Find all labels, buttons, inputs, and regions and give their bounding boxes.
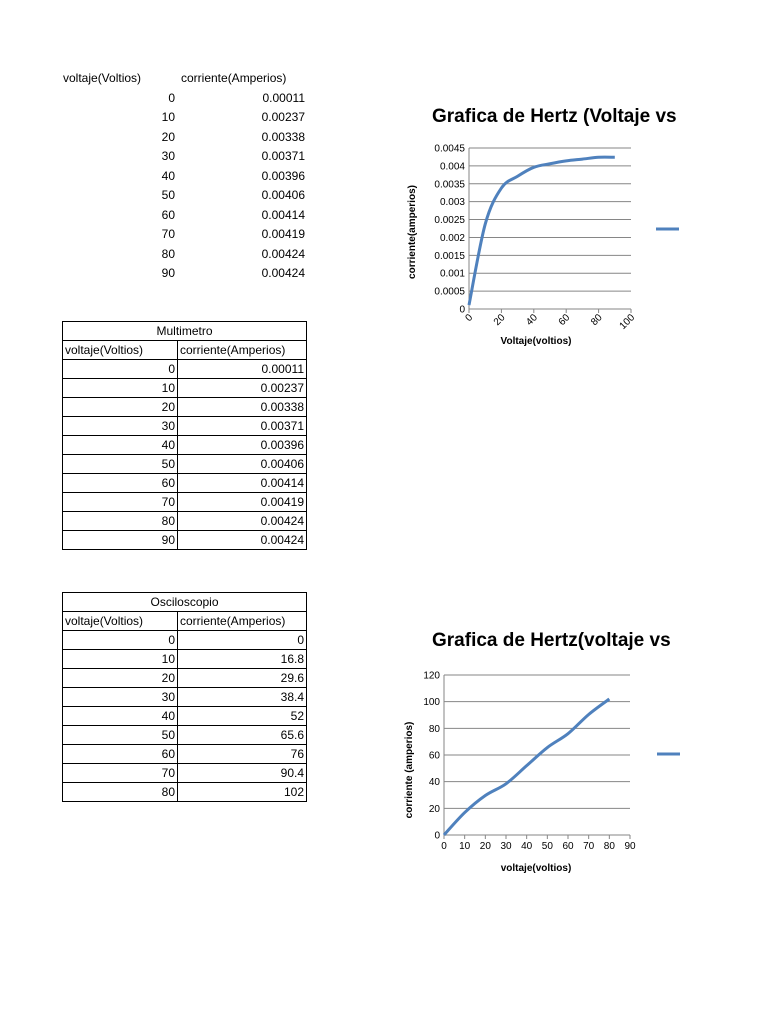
- x-tick-label: 50: [541, 841, 553, 852]
- table-title-row: [63, 322, 307, 341]
- chart-2-voltaje-vs-corriente-osciloscopio: [396, 660, 686, 880]
- y-tick-label: 0.002: [439, 232, 465, 244]
- x-tick-label: 80: [589, 312, 605, 328]
- voltage-cell: 60: [63, 474, 178, 493]
- voltage-cell: 70: [63, 764, 178, 783]
- current-cell: 65.6: [178, 726, 307, 745]
- current-cell: 0.00424: [178, 512, 307, 531]
- voltage-cell: 90: [63, 531, 178, 550]
- voltage-cell: 20: [161, 129, 175, 144]
- voltage-cell: 80: [63, 512, 178, 531]
- table-row: [63, 436, 307, 455]
- current-cell: 0.00396: [261, 168, 305, 183]
- chart-2-title: Grafica de Hertz(voltaje vs: [432, 630, 671, 651]
- x-tick-label: 20: [491, 312, 508, 328]
- chart-1-title: Grafica de Hertz (Voltaje vs: [432, 106, 677, 127]
- current-cell: 0.00371: [261, 149, 305, 163]
- x-tick-label: 90: [624, 841, 636, 852]
- current-cell: 38.4: [178, 688, 307, 707]
- table-row: [60, 89, 308, 109]
- current-cell: 16.8: [178, 650, 307, 669]
- table-row: [63, 398, 307, 417]
- table-row: [60, 147, 308, 167]
- x-tick-label: 40: [524, 312, 540, 328]
- table-row: [60, 264, 308, 284]
- x-tick-label: 0: [441, 841, 447, 852]
- table-row: [63, 764, 307, 783]
- table-header-row: [60, 69, 308, 89]
- y-tick-label: 0.0035: [434, 179, 465, 191]
- current-cell: 90.4: [178, 764, 307, 783]
- current-cell: 0.00371: [178, 417, 307, 436]
- y-tick-label: 0: [459, 304, 465, 316]
- voltage-cell: 0: [168, 90, 175, 105]
- y-tick-label: 0.0045: [434, 143, 465, 155]
- top-table-body: [60, 69, 308, 284]
- current-cell: 0: [178, 631, 307, 650]
- voltage-cell: 10: [63, 650, 178, 669]
- voltage-cell: 0: [63, 631, 178, 650]
- voltage-cell: 50: [63, 726, 178, 745]
- current-cell: 0.00424: [261, 246, 305, 261]
- column-header: voltaje(Voltios): [63, 71, 142, 85]
- chart-2-y-ticks: [423, 671, 440, 842]
- y-tick-label: 0: [434, 830, 440, 842]
- voltage-cell: 60: [63, 745, 178, 764]
- top-data-table: [60, 69, 308, 284]
- voltage-cell: 90: [161, 266, 175, 280]
- y-tick-label: 0.0025: [434, 215, 465, 227]
- table-row: [63, 360, 307, 379]
- voltage-cell: 70: [63, 493, 178, 512]
- voltage-cell: 30: [161, 149, 175, 163]
- table-row: [63, 512, 307, 531]
- x-tick-label: 0: [463, 312, 476, 325]
- chart-1-x-ticks: [463, 312, 637, 332]
- table-row: [63, 726, 307, 745]
- voltage-cell: 50: [63, 455, 178, 474]
- table-header-row: [63, 341, 307, 360]
- voltage-cell: 10: [161, 110, 175, 124]
- chart-1-series-line: [469, 157, 615, 305]
- column-header: voltaje(Voltios): [63, 612, 178, 631]
- current-cell: 0.00424: [261, 266, 305, 280]
- voltage-cell: 20: [63, 669, 178, 688]
- x-tick-label: 60: [562, 841, 574, 852]
- voltage-cell: 40: [63, 707, 178, 726]
- x-tick-label: 60: [556, 312, 573, 328]
- table-title: Multimetro: [63, 322, 307, 341]
- voltage-cell: 10: [63, 379, 178, 398]
- x-tick-label: 40: [521, 841, 533, 852]
- voltage-cell: 50: [161, 188, 175, 202]
- chart-2-y-axis-label: corriente (amperios): [404, 721, 415, 819]
- y-tick-label: 40: [428, 777, 440, 789]
- current-cell: 0.00338: [178, 398, 307, 417]
- voltage-cell: 20: [63, 398, 178, 417]
- voltage-cell: 0: [63, 360, 178, 379]
- table-row: [60, 128, 308, 148]
- x-tick-label: 10: [459, 841, 471, 852]
- table-title: Osciloscopio: [63, 593, 307, 612]
- chart-1-x-axis-label: Voltaje(voltios): [500, 336, 572, 347]
- chart-1-voltaje-vs-corriente-multimetro: [396, 135, 686, 355]
- table-row: [60, 225, 308, 245]
- table-row: [63, 650, 307, 669]
- column-header: voltaje(Voltios): [63, 341, 178, 360]
- table-row: [60, 245, 308, 265]
- y-tick-label: 0.004: [439, 161, 465, 173]
- voltage-cell: 40: [161, 168, 175, 183]
- y-tick-label: 60: [428, 750, 440, 762]
- table-title-row: [63, 593, 307, 612]
- table-row: [63, 493, 307, 512]
- current-cell: 0.00237: [178, 379, 307, 398]
- y-tick-label: 0.0015: [434, 250, 465, 262]
- current-cell: 0.00406: [178, 455, 307, 474]
- current-cell: 0.00011: [262, 90, 305, 105]
- table-row: [63, 669, 307, 688]
- voltage-cell: 40: [63, 436, 178, 455]
- osciloscopio-table-body: [63, 593, 307, 802]
- current-cell: 0.00396: [178, 436, 307, 455]
- voltage-cell: 80: [63, 783, 178, 802]
- table-row: [63, 783, 307, 802]
- column-header: corriente(Amperios): [178, 341, 307, 360]
- current-cell: 29.6: [178, 669, 307, 688]
- table-row: [63, 688, 307, 707]
- table-row: [63, 474, 307, 493]
- table-row: [60, 167, 308, 187]
- y-tick-label: 20: [428, 803, 440, 815]
- x-tick-label: 80: [603, 841, 615, 852]
- current-cell: 0.00414: [261, 207, 305, 222]
- table-row: [63, 455, 307, 474]
- x-tick-label: 20: [479, 841, 491, 852]
- y-tick-label: 0.001: [439, 268, 465, 280]
- current-cell: 0.00419: [261, 227, 305, 241]
- table-row: [63, 379, 307, 398]
- voltage-cell: 30: [63, 417, 178, 436]
- chart-1-y-axis-label: corriente(amperios): [407, 185, 418, 279]
- chart-2-x-ticks: [441, 841, 636, 852]
- table-row: [63, 707, 307, 726]
- current-cell: 0.00406: [261, 188, 305, 202]
- current-cell: 102: [178, 783, 307, 802]
- chart-2-series-line: [444, 699, 609, 835]
- multimetro-table: [62, 321, 307, 550]
- column-header: corriente(Amperios): [181, 71, 287, 85]
- y-tick-label: 120: [423, 670, 440, 682]
- table-row: [63, 417, 307, 436]
- y-tick-label: 0.0005: [434, 286, 465, 298]
- table-row: [60, 108, 308, 128]
- current-cell: 0.00419: [178, 493, 307, 512]
- osciloscopio-table: [62, 592, 307, 802]
- current-cell: 76: [178, 745, 307, 764]
- table-row: [63, 631, 307, 650]
- current-cell: 0.00338: [261, 129, 305, 144]
- current-cell: 52: [178, 707, 307, 726]
- table-row: [63, 745, 307, 764]
- table-header-row: [63, 612, 307, 631]
- x-tick-label: 30: [500, 841, 512, 852]
- voltage-cell: 70: [161, 227, 175, 241]
- voltage-cell: 80: [161, 246, 175, 261]
- current-cell: 0.00237: [261, 110, 305, 124]
- chart-1-y-ticks: [434, 144, 465, 316]
- y-tick-label: 0.003: [439, 197, 465, 209]
- x-tick-label: 70: [583, 841, 595, 852]
- x-tick-label: 100: [617, 312, 638, 332]
- multimetro-table-body: [63, 322, 307, 550]
- y-tick-label: 80: [428, 723, 440, 735]
- current-cell: 0.00414: [178, 474, 307, 493]
- voltage-cell: 30: [63, 688, 178, 707]
- chart-1-gridlines: [469, 148, 631, 313]
- table-row: [60, 206, 308, 226]
- chart-2-x-axis-label: voltaje(voltios): [500, 863, 572, 874]
- current-cell: 0.00011: [178, 360, 307, 379]
- current-cell: 0.00424: [178, 531, 307, 550]
- table-row: [63, 531, 307, 550]
- column-header: corriente(Amperios): [178, 612, 307, 631]
- y-tick-label: 100: [423, 697, 440, 709]
- table-row: [60, 186, 308, 206]
- voltage-cell: 60: [161, 207, 175, 222]
